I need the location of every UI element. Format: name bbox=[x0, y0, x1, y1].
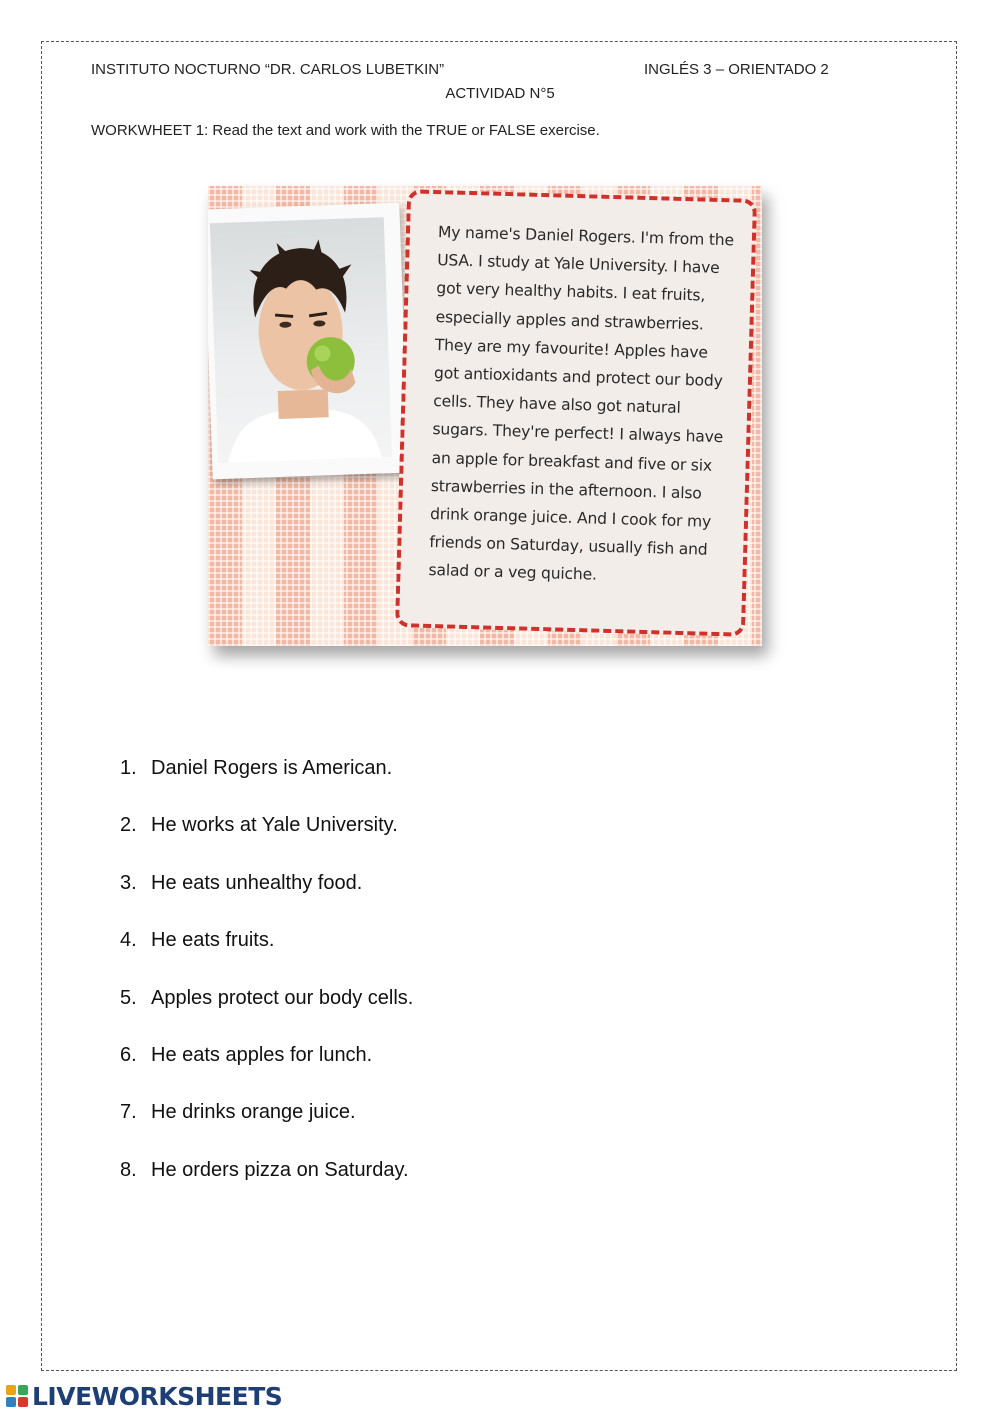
list-item bbox=[120, 814, 413, 871]
course-name: INGLÉS 3 – ORIENTADO 2 bbox=[644, 61, 829, 78]
logo-square bbox=[6, 1385, 16, 1395]
question-text: Apples protect our body cells. bbox=[151, 986, 414, 1009]
question-number: 1. bbox=[120, 757, 137, 779]
logo-square bbox=[18, 1397, 28, 1407]
question-number: 8. bbox=[120, 1158, 137, 1181]
question-text: He orders pizza on Saturday. bbox=[151, 1158, 409, 1181]
question-text: He eats unhealthy food. bbox=[151, 871, 363, 894]
list-item bbox=[120, 872, 413, 929]
logo-square bbox=[18, 1385, 28, 1395]
question-number: 7. bbox=[120, 1101, 137, 1124]
activity-title: ACTIVIDAD N°5 bbox=[445, 85, 555, 102]
list-item bbox=[120, 987, 413, 1044]
list-item bbox=[120, 1101, 413, 1158]
list-item bbox=[120, 1159, 413, 1216]
question-number: 5. bbox=[120, 986, 137, 1009]
logo-square bbox=[6, 1397, 16, 1407]
question-number: 2. bbox=[120, 814, 137, 837]
question-text: Daniel Rogers is American. bbox=[151, 757, 393, 779]
question-text: He eats fruits. bbox=[151, 929, 275, 952]
school-name: INSTITUTO NOCTURNO “DR. CARLOS LUBETKIN” bbox=[91, 61, 445, 78]
reading-illustration bbox=[208, 186, 762, 646]
liveworksheets-logo-icon bbox=[6, 1385, 28, 1407]
list-item bbox=[120, 1044, 413, 1101]
reading-text: My name's Daniel Rogers. I'm from the USA. I study at Yale University. I have got very healthy habits. I eat fruits, especially apples and strawberries. They are my favourite! Apples have got antioxidants and protect our body cells. They have also got natural sugars. They're perfect! I always have an apple for breakfast and five or six strawberries in the afternoon. I also drink orange juice. And I cook for my friends on Saturday, usually fish and salad or a veg quiche. bbox=[428, 223, 735, 585]
question-text: He drinks orange juice. bbox=[151, 1101, 356, 1124]
list-item bbox=[120, 757, 413, 814]
list-item bbox=[120, 929, 413, 986]
brand-name: LIVEWORKSHEETS bbox=[32, 1381, 283, 1411]
question-number: 6. bbox=[120, 1043, 137, 1066]
true-false-questions bbox=[120, 757, 413, 1216]
photo-frame bbox=[208, 203, 409, 480]
worksheet-instructions: WORKWHEET 1: Read the text and work with the TRUE or FALSE exercise. bbox=[91, 122, 600, 139]
question-text: He works at Yale University. bbox=[151, 814, 398, 837]
question-text: He eats apples for lunch. bbox=[151, 1043, 373, 1066]
question-number: 3. bbox=[120, 871, 137, 894]
boy-eating-apple-image bbox=[210, 217, 392, 463]
liveworksheets-brand[interactable] bbox=[6, 1381, 282, 1411]
question-number: 4. bbox=[120, 929, 137, 952]
reading-text-box bbox=[395, 189, 757, 637]
